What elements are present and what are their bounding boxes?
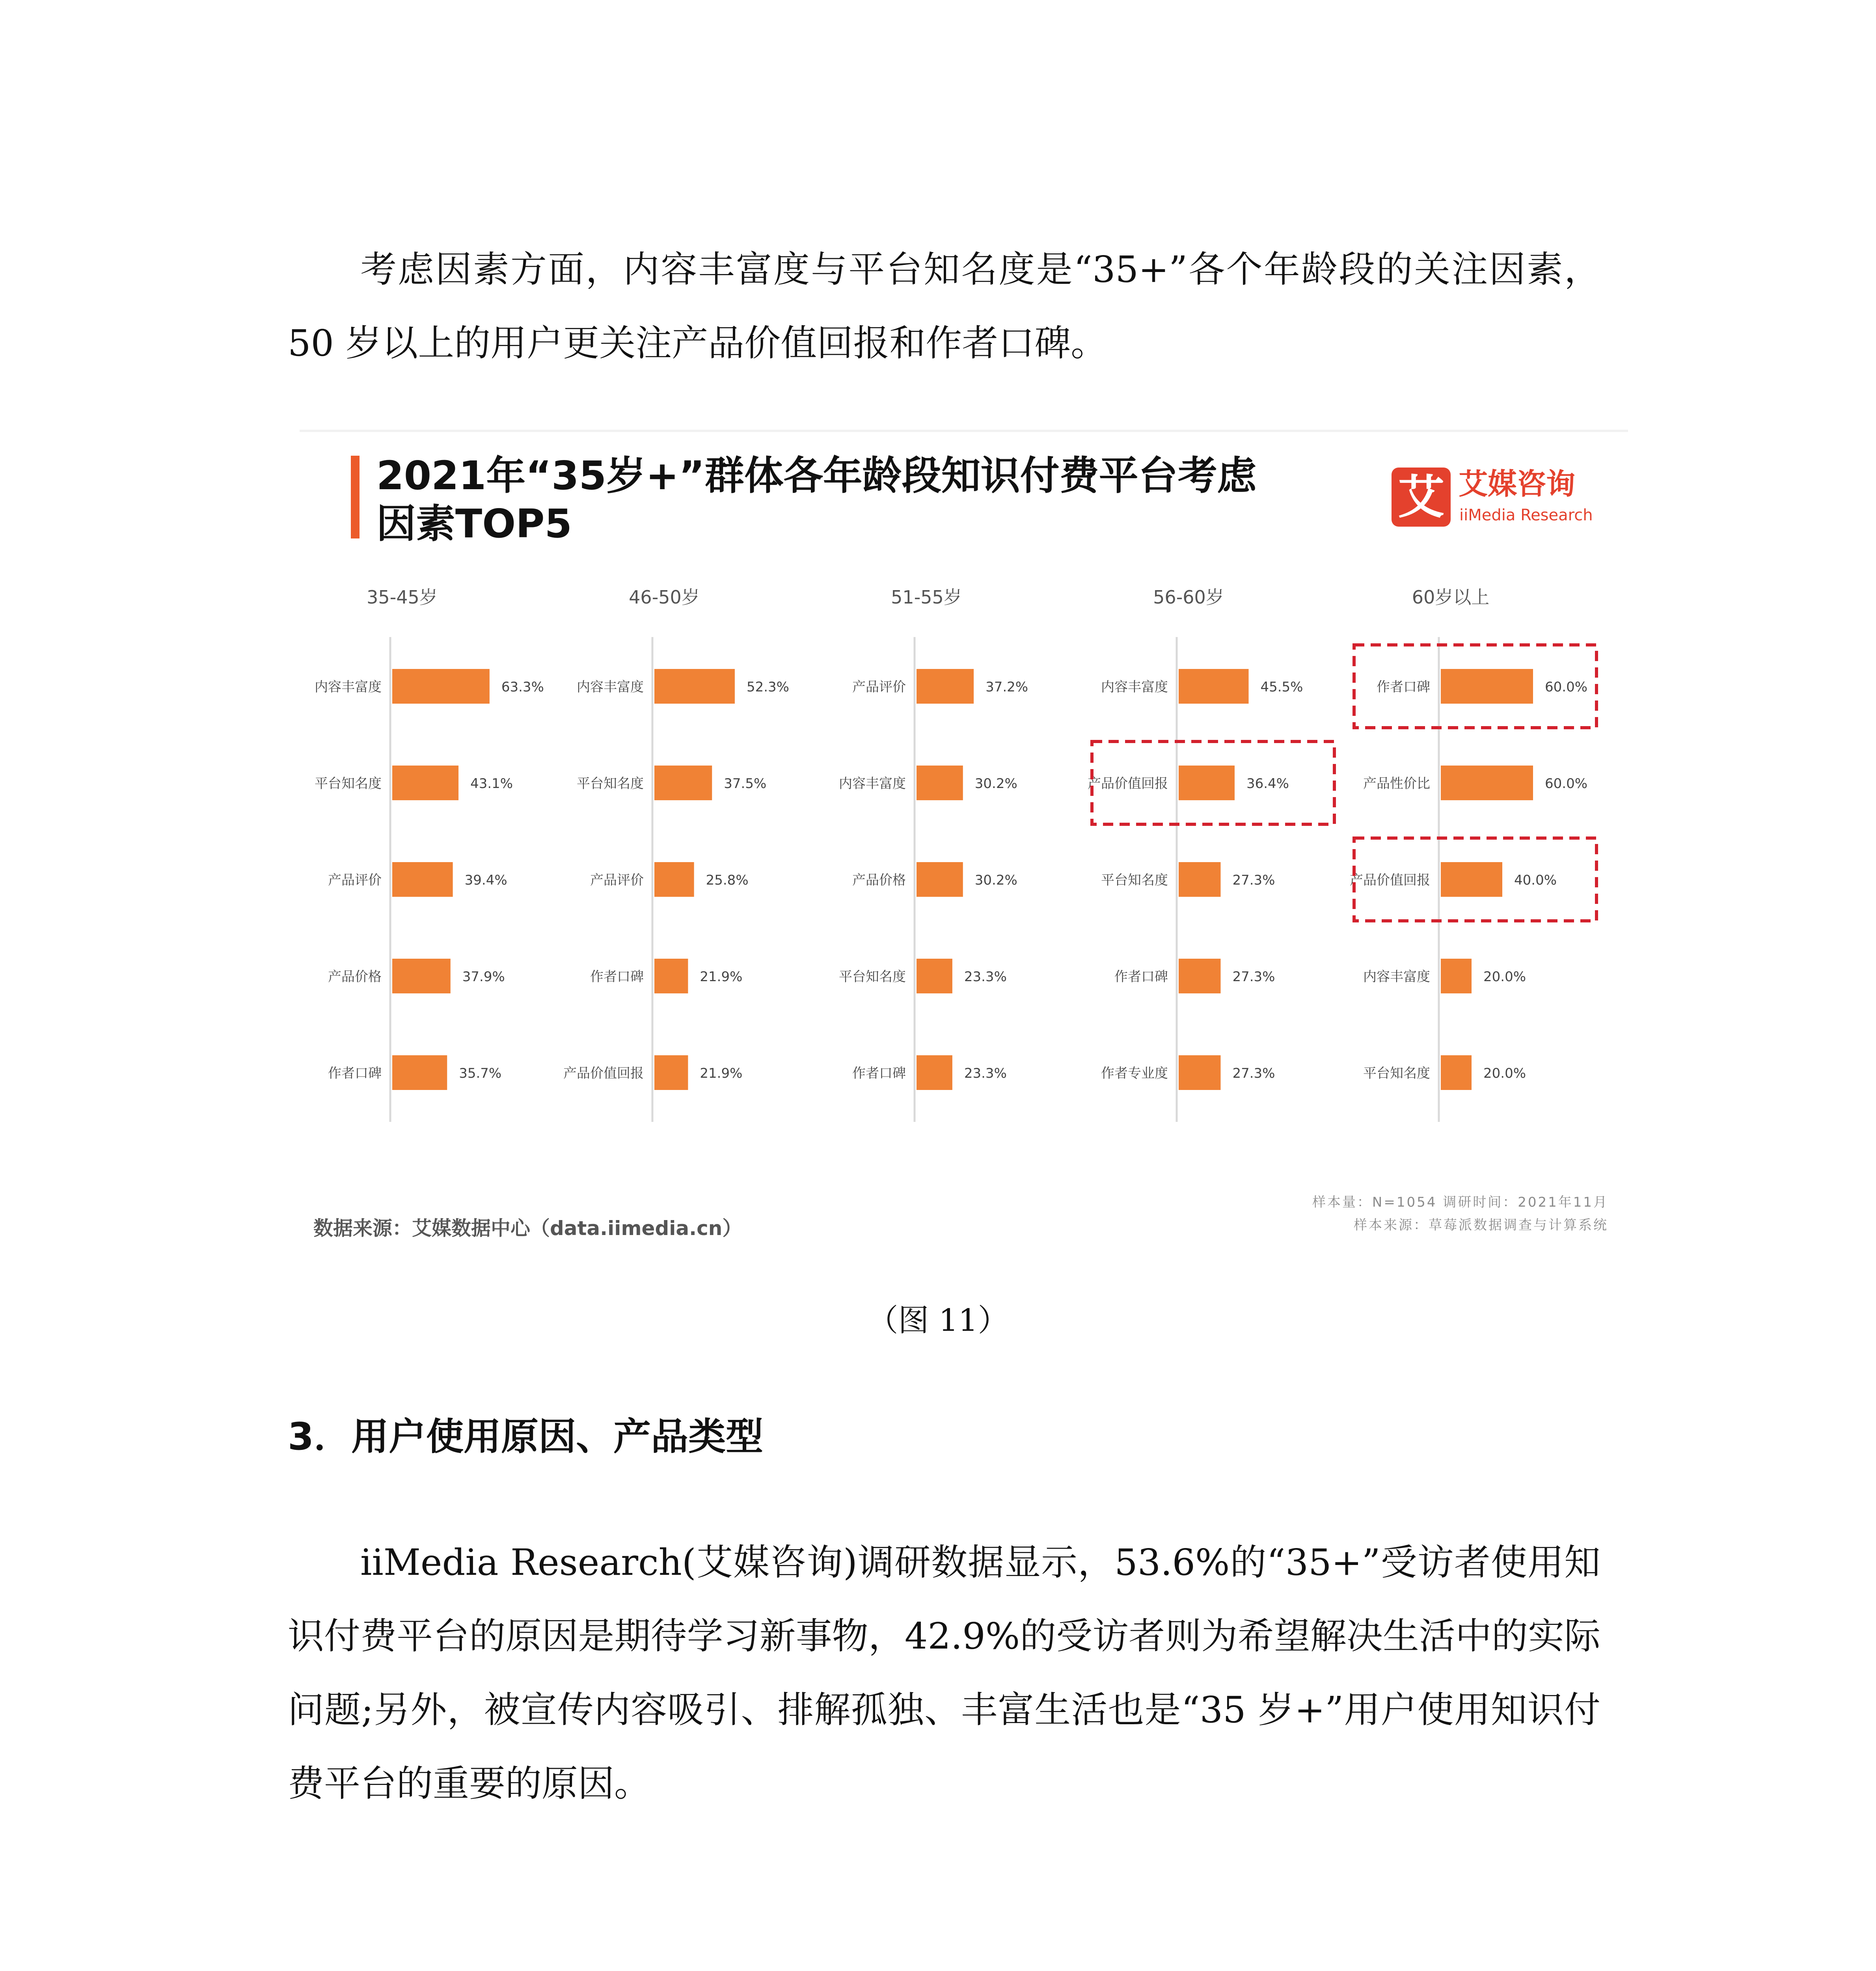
- bar: [654, 766, 712, 800]
- bar-value-label: 39.4%: [464, 872, 507, 888]
- bar-value-label: 23.3%: [964, 1066, 1007, 1081]
- bar-value-label: 21.9%: [700, 1066, 743, 1081]
- bar-category-label: 作者专业度: [1101, 1066, 1168, 1081]
- bar: [1441, 959, 1472, 993]
- bar-value-label: 37.2%: [986, 679, 1028, 695]
- bar-value-label: 37.5%: [724, 776, 767, 792]
- bar-category-label: 平台知名度: [577, 776, 644, 792]
- bar-category-label: 产品评价: [852, 679, 906, 695]
- panel-age-label: 56-60岁: [1153, 587, 1224, 608]
- bar-category-label: 作者口碑: [1377, 679, 1430, 695]
- bar: [1441, 1055, 1472, 1090]
- bar-value-label: 30.2%: [974, 776, 1017, 792]
- bar: [1441, 669, 1533, 704]
- bar-value-label: 20.0%: [1483, 969, 1526, 985]
- chart-figure: [300, 430, 1628, 1268]
- bar-category-label: 作者口碑: [1114, 969, 1168, 985]
- panel-age-label: 35-45岁: [367, 587, 438, 608]
- bar-category-label: 内容丰富度: [839, 776, 906, 792]
- bar-value-label: 30.2%: [974, 872, 1017, 888]
- chart-title-line-1: 2021年“35岁+”群体各年龄段知识付费平台考虑: [376, 453, 1257, 499]
- panel-age-label: 60岁以上: [1412, 587, 1490, 608]
- bar: [917, 959, 952, 993]
- bar-value-label: 60.0%: [1545, 776, 1588, 792]
- bar: [1179, 669, 1248, 704]
- intro-paragraph: 考虑因素方面，内容丰富度与平台知名度是“35+”各个年龄段的关注因素，50 岁以上的用户更关注产品价值回报和作者口碑。: [288, 248, 1600, 364]
- bar-value-label: 60.0%: [1545, 679, 1588, 695]
- bar-value-label: 20.0%: [1483, 1066, 1526, 1081]
- bar: [392, 862, 453, 897]
- bar-value-label: 27.3%: [1232, 1066, 1275, 1081]
- bar: [917, 669, 974, 704]
- sample-info-block: [1312, 1191, 1608, 1237]
- body-paragraph: iiMedia Research(艾媒咨询)调研数据显示，53.6%的“35+”受访者使用知识付费平台的原因是期待学习新事物，42.9%的受访者则为希望解决生活中的实际问题;另外，被宣传内容吸引、排解孤独、丰富生活也是“35 岁+”用户使用知识付费平台的重要的原因。: [288, 1541, 1600, 1805]
- bar-category-label: 内容丰富度: [577, 679, 644, 695]
- sample-source: 样本来源：草莓派数据调查与计算系统: [1354, 1217, 1608, 1233]
- bar-category-label: 产品价格: [328, 969, 382, 985]
- bar: [1179, 959, 1220, 993]
- bar-value-label: 21.9%: [700, 969, 743, 985]
- bar-category-label: 产品价值回报: [1088, 776, 1168, 792]
- bar: [917, 862, 963, 897]
- section-heading: 3．用户使用原因、产品类型: [288, 1415, 764, 1459]
- bar-category-label: 平台知名度: [315, 776, 382, 792]
- bar-value-label: 25.8%: [706, 872, 749, 888]
- bar: [917, 766, 963, 800]
- chart-title-line-2: 因素TOP5: [376, 501, 572, 547]
- panel-age-label: 46-50岁: [629, 587, 700, 608]
- bar-category-label: 产品价值回报: [563, 1066, 644, 1081]
- bar-value-label: 27.3%: [1232, 872, 1275, 888]
- bar-value-label: 40.0%: [1514, 872, 1557, 888]
- bar: [654, 1055, 688, 1090]
- data-source: 数据来源：艾媒数据中心（data.iimedia.cn）: [313, 1217, 742, 1240]
- bar-category-label: 平台知名度: [1101, 872, 1168, 888]
- panel-age-label: 51-55岁: [891, 587, 962, 608]
- logo-mark: 艾: [1392, 468, 1451, 527]
- bar-category-label: 内容丰富度: [315, 679, 382, 695]
- bar-value-label: 27.3%: [1232, 969, 1275, 985]
- bar-value-label: 63.3%: [501, 679, 544, 695]
- bar-category-label: 作者口碑: [852, 1066, 906, 1081]
- bar-category-label: 平台知名度: [839, 969, 906, 985]
- bar-category-label: 产品评价: [590, 872, 644, 888]
- bar: [1441, 862, 1502, 897]
- bar: [392, 669, 490, 704]
- bar-value-label: 37.9%: [462, 969, 505, 985]
- bar: [1179, 862, 1220, 897]
- figure-caption: （图 11）: [867, 1303, 1009, 1338]
- bar-category-label: 产品评价: [328, 872, 382, 888]
- bar: [1441, 766, 1533, 800]
- bar: [1179, 1055, 1220, 1090]
- bar: [917, 1055, 952, 1090]
- bar: [1179, 766, 1235, 800]
- bar: [654, 862, 694, 897]
- logo-cn-text: 艾媒咨询: [1459, 467, 1575, 501]
- sample-size-and-time: 样本量：N=1054 调研时间：2021年11月: [1312, 1194, 1608, 1210]
- bar-value-label: 36.4%: [1246, 776, 1289, 792]
- bar-category-label: 作者口碑: [328, 1066, 382, 1081]
- logo-en-text: iiMedia Research: [1459, 506, 1593, 524]
- bar-value-label: 43.1%: [470, 776, 513, 792]
- bar-category-label: 产品性价比: [1363, 776, 1430, 792]
- bar: [392, 766, 458, 800]
- bar-category-label: 产品价格: [852, 872, 906, 888]
- bar-value-label: 35.7%: [459, 1066, 502, 1081]
- bar-value-label: 52.3%: [746, 679, 789, 695]
- bar-value-label: 45.5%: [1260, 679, 1303, 695]
- bar-category-label: 内容丰富度: [1101, 679, 1168, 695]
- bar-category-label: 平台知名度: [1363, 1066, 1430, 1081]
- bar: [654, 669, 735, 704]
- bar-value-label: 23.3%: [964, 969, 1007, 985]
- bar: [392, 959, 451, 993]
- bar-category-label: 作者口碑: [590, 969, 644, 985]
- bar: [654, 959, 688, 993]
- bar-category-label: 产品价值回报: [1350, 872, 1430, 888]
- bar: [392, 1055, 447, 1090]
- bar-chart-panels: [300, 432, 1628, 1181]
- bar-category-label: 内容丰富度: [1363, 969, 1430, 985]
